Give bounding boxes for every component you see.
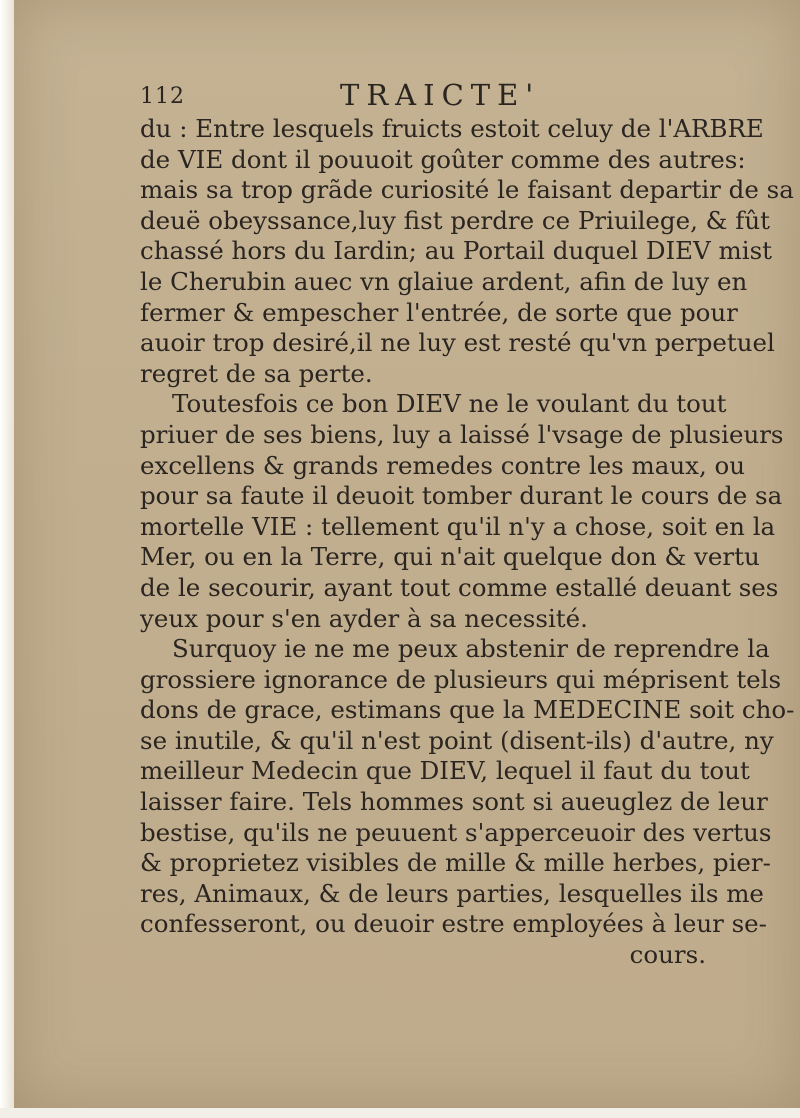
text-line: de VIE dont il pouuoit goûter comme des autres: [140, 144, 746, 174]
page-left-margin [0, 0, 14, 1108]
paragraph-start-line: Surquoy ie ne me peux abstenir de reprendre la [172, 634, 770, 664]
text-line: chassé hors du Iardin; au Portail duquel DIEV mist [140, 236, 772, 266]
running-title: TRAICTE' [340, 78, 541, 112]
text-line: laisser faire. Tels hommes sont si aueuglez de leur [140, 787, 768, 817]
text-line: auoir trop desiré,il ne luy est resté qu'vn perpetuel [140, 328, 775, 358]
text-line: pour sa faute il deuoit tomber durant le cours de sa [140, 481, 783, 511]
text-line: Mer, ou en la Terre, qui n'ait quelque don & vertu [140, 542, 760, 572]
paragraph-start-line: Toutesfois ce bon DIEV ne le voulant du tout [172, 389, 727, 419]
text-line: dons de grace, estimans que la MEDECINE soit cho- [140, 695, 795, 725]
text-line: deuë obeyssance,luy fist perdre ce Priuilege, & fût [140, 205, 770, 235]
text-line: regret de sa perte. [140, 358, 373, 388]
page-number: 112 [140, 84, 185, 109]
text-line: le Cherubin auec vn glaiue ardent, afin de luy en [140, 266, 748, 296]
page-bottom-edge [0, 1108, 800, 1118]
text-line: grossiere ignorance de plusieurs qui méprisent tels [140, 664, 782, 694]
text-line: yeux pour s'en ayder à sa necessité. [140, 603, 588, 633]
text-line: fermer & empescher l'entrée, de sorte que pour [140, 297, 738, 327]
text-line: priuer de ses biens, luy a laissé l'vsage de plusieurs [140, 419, 784, 449]
text-line: confesseront, ou deuoir estre employées à leur se- [140, 909, 767, 939]
text-line: se inutile, & qu'il n'est point (disent-ils) d'autre, ny [140, 725, 774, 755]
text-line: res, Animaux, & de leurs parties, lesquelles ils me [140, 878, 764, 908]
catchword-line: cours. [629, 940, 706, 970]
text-line: de le secourir, ayant tout comme estallé deuant ses [140, 572, 779, 602]
text-line: meilleur Medecin que DIEV, lequel il faut du tout [140, 756, 750, 786]
text-line: mais sa trop grãde curiosité le faisant departir de sa [140, 175, 794, 205]
text-line: excellens & grands remedes contre les maux, ou [140, 450, 746, 480]
page-header [136, 78, 706, 118]
text-line: du : Entre lesquels fruicts estoit celuy de l'ARBRE [140, 114, 764, 143]
text-line: mortelle VIE : tellement qu'il n'y a chose, soit en la [140, 511, 776, 541]
body-text [140, 114, 795, 971]
text-line: & proprietez visibles de mille & mille herbes, pier- [140, 848, 771, 878]
text-line: bestise, qu'ils ne peuuent s'apperceuoir des vertus [140, 817, 772, 847]
